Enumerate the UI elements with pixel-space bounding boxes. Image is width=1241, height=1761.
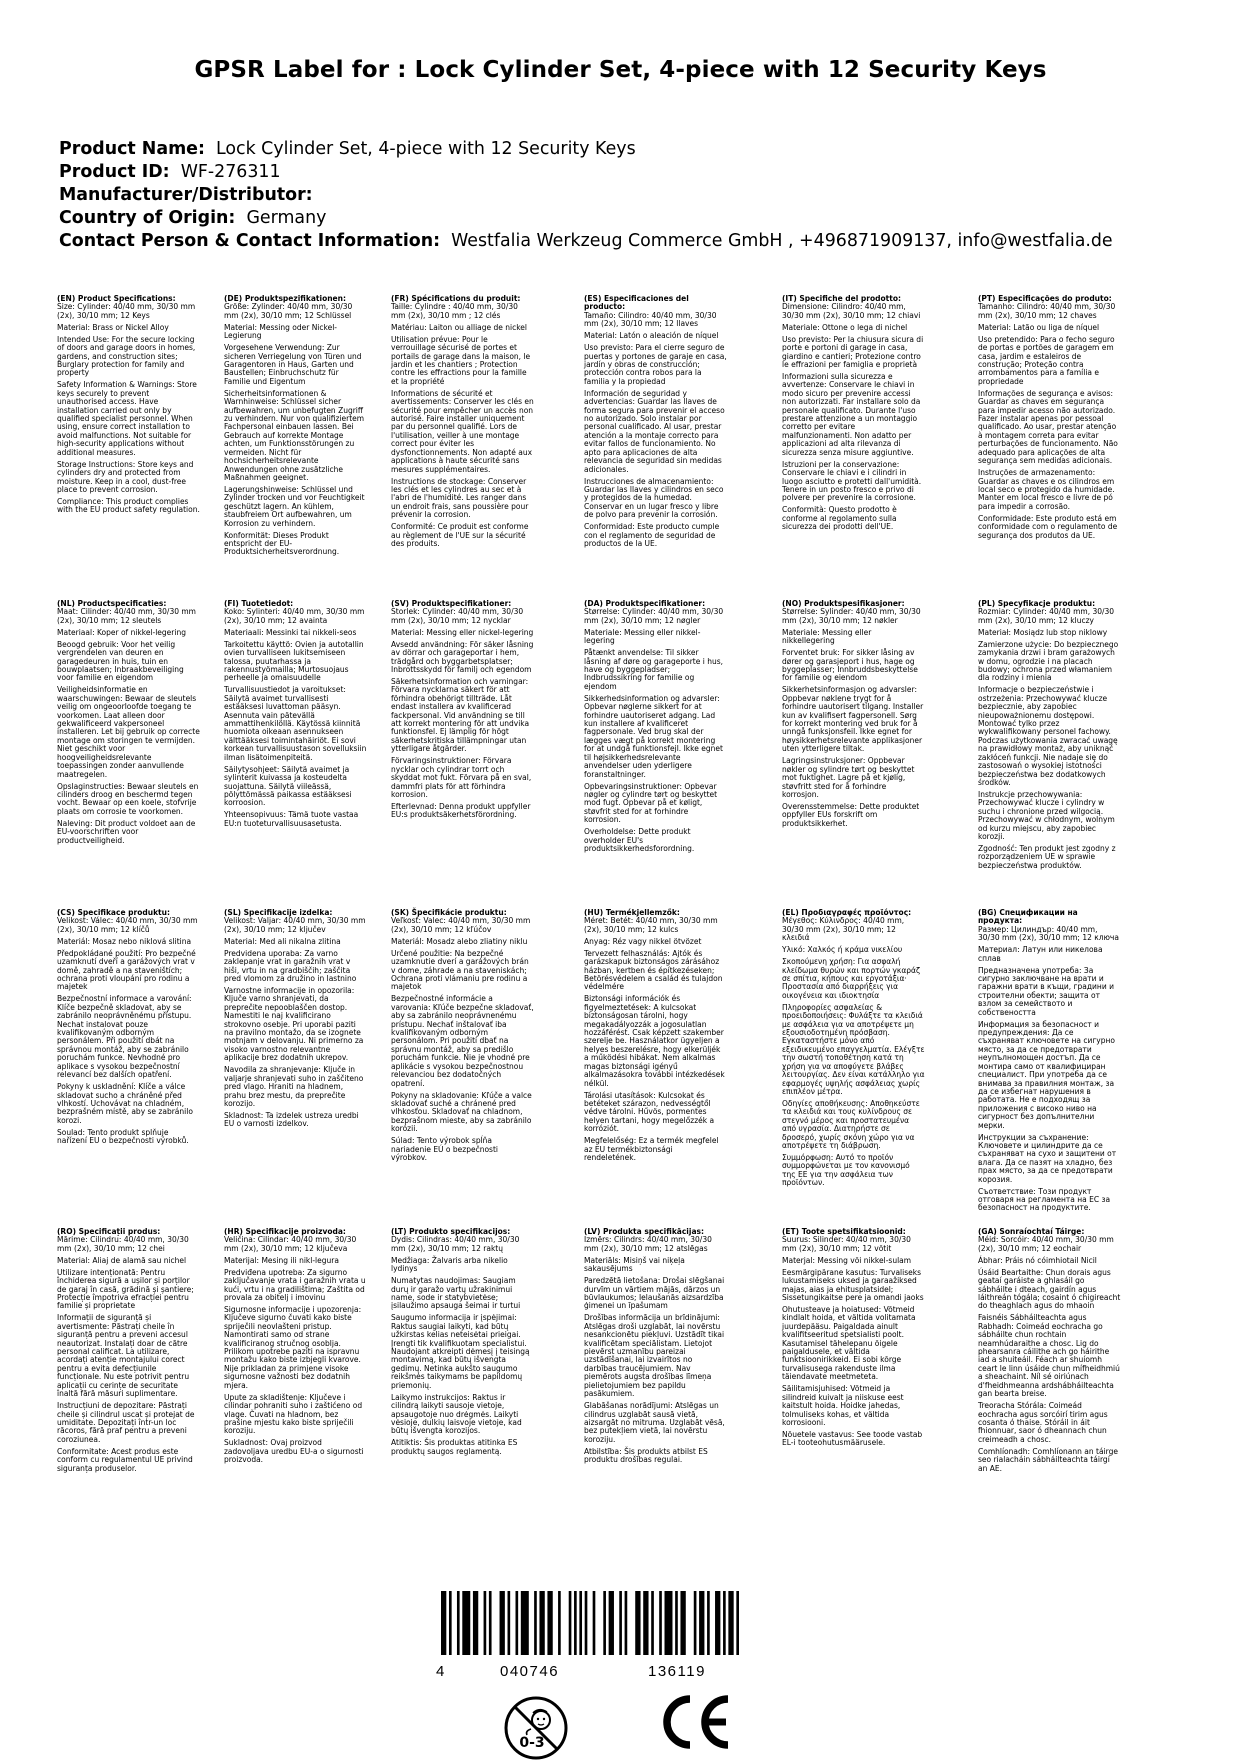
language-block-paragraph: Sigurnosne informacije i upozorenja: Ključeve sigurno čuvati kako biste spriječili neovlašteni pristup. Namontirati samo od strane kvalificiranog stručnog osoblja. Prilikom upotrebe paziti na ispravnu montažu kako biste izbjegli kvarove. Nije prikladan za primjene visoke sigurnosne važnosti bez dodatnih mjera. (224, 1305, 362, 1390)
language-block-paragraph: Uso previsto: Para el cierre seguro de puertas y portones de garaje en casa, jardín y obras de construcción; protección contra robos para la familia y la propiedad (584, 343, 727, 386)
barcode-bar (593, 1591, 596, 1655)
language-block-paragraph: Zamierzone użycie: Do bezpiecznego zamykania drzwi i bram garażowych w domu, ogrodzie i na placach budowy; ochrona przed włamaniem dla rodziny i mienia (978, 639, 1119, 683)
language-block-paragraph: Beoogd gebruik: Voor het veilig vergrendelen van deuren en garagedeuren in huis, tuin en bouwplaatsen; Inbraakbeveiliging voor familie en eigendom (57, 639, 184, 683)
language-block-header: (BG) Спецификации на продукта: (978, 908, 1078, 926)
language-block-paragraph: Tárolási utasítások: Kulcsokat és betéteket szárazon, nedvességtől védve tárolni. Hűvös, pormentes helyen tartani, hogy megelőzzék a korróziót. (584, 1090, 715, 1134)
language-block (584, 909, 727, 1166)
language-block-header: (PL) Specyfikacje produktu: (978, 599, 1096, 608)
language-block-paragraph: Sikkerhetsinformasjon og advarsler: Oppbevar nøklene trygt for å forhindre uautorisert tilgang. Installer kun av kvalifisert fagpersonell. Sørg for korrekt montering ved bruk for å unngå funksjonsfeil. Ikke egnet for høysikkerhetsrelevante applikasjoner uten ytterligere tiltak. (782, 685, 924, 754)
language-block-header: (GA) Sonraíochtaí Táirge: (978, 1227, 1085, 1236)
language-block-paragraph: Ohutusteave ja hoiatused: Võtmeid kindlalt hoida, et vältida volitamata juurdepääsu. Paigaldada ainult kvalifitseeritud spetsialisti poolt. Kasutamisel tähelepanu õigele paigaldusele, et vältida funktsioonirikkeid. Ei sobi kõrge turvalisusega rakenduste ilma täiendavate meetmeteta. (782, 1305, 916, 1382)
barcode-bar (484, 1591, 487, 1655)
language-block-paragraph: Predvidena uporaba: Za varno zaklepanje vrat in garažnih vrat v hiši, vrtu in na gradbiščih; zaščita pred vlomom za družino in lastnino (224, 948, 357, 984)
product-id-value: WF-276311 (180, 162, 281, 182)
language-block-paragraph: Uso pretendido: Para o fecho seguro de portas e portões de garagem em casa, jardim e estaleiros de construção; Proteção contra arrombamentos para a família e propriedade (978, 334, 1115, 386)
language-block-paragraph: Yhteensopivuus: Tämä tuote vastaa EU:n tuoteturvallisuusasetusta. (224, 810, 359, 828)
language-block (224, 295, 367, 560)
language-block-paragraph: Dydis: Cilindras: 40/40 mm, 30/30 mm (2x), 30/10 mm; 12 raktų (391, 1235, 520, 1253)
language-block-paragraph: Turvallisuustiedot ja varoitukset: Säilytä avaimet turvallisesti estääksesi luvattoman pääsyn. Asennuta vain pätevällä ammattihenkilöllä. Käytössä kiinnitä huomiota oikeaan asennukseen välttääksesi toimintahäiriöt. Ei sovi korkean turvallisuustason sovelluksiin ilman lisätoimenpiteitä. (224, 685, 367, 762)
language-block-paragraph: Materijal: Mesing ili nikl-legura (224, 1255, 339, 1265)
language-block-paragraph: Συμμόρφωση: Αυτό το προϊόν συμμορφώνεται με τον κανονισμό της ΕΕ για την ασφάλεια των προϊόντων. (782, 1152, 910, 1188)
language-block-paragraph: Bezpečnostní informace a varování: Klíče bezpečně skladovat, aby se zabránilo neoprávněnému přístupu. Nechat instalovat pouze kvalifikovaným odborným personálem. Při použití dbát na správnou montáž, aby se zabránilo poruchám funkce. Nevhodné pro aplikace s vysokou bezpečnostní relevancí bez dalších opatření. (57, 994, 192, 1080)
language-block (782, 909, 925, 1191)
barcode-bar (651, 1591, 654, 1655)
language-block-paragraph: Veiligheidsinformatie en waarschuwingen: Bewaar de sleutels veilig om ongeoorloofde toegang te voorkomen. Laat alleen door gekwalificeerd vakpersoneel installeren. Let bij gebruik op correcte montage om storingen te vermijden. Niet geschikt voor hoogveiligheidsrelevante toepassingen zonder aanvullende maatregelen. (57, 685, 200, 779)
language-block-paragraph: Utilizare intenționată: Pentru închiderea sigură a ușilor și porților de garaj în casă, grădină și șantiere; Protecție împotriva efracției pentru familie și proprietate (57, 1267, 194, 1311)
age-warning-0-3-icon (503, 1695, 569, 1761)
language-block-paragraph: Varnostne informacije in opozorila: Ključe varno shranjevati, da preprečite nepooblaščen dostop. Namestiti le naj kvalificirano strokovno osebje. Pri uporabi paziti na pravilno montažo, da se izognete motnjam v delovanju. Ni primerno za visoko varnostno relevantne aplikacije brez dodatnih ukrepov. (224, 986, 364, 1063)
language-block-paragraph: Μέγεθος: Κύλινδρος: 40/40 mm, 30/30 mm (2x), 30/10 mm; 12 κλειδιά (782, 916, 905, 943)
language-block-paragraph: Atitiktis: Šis produktas atitinka ES produktų saugos reglamentą. (391, 1438, 518, 1456)
language-block-paragraph: Storlek: Cylinder: 40/40 mm, 30/30 mm (2x), 30/10 mm; 12 nycklar (391, 607, 524, 625)
language-block-paragraph: Υλικό: Χαλκός ή κράμα νικελίου (782, 945, 903, 955)
language-block-paragraph: Materiał: Mosiądz lub stop niklowy (978, 627, 1108, 637)
barcode-bar (500, 1591, 505, 1655)
language-block-paragraph: Koko: Sylinteri: 40/40 mm, 30/30 mm (2x), 30/10 mm; 12 avainta (224, 607, 365, 625)
language-block-paragraph: Lagerungshinweise: Schlüssel und Zylinder trocken und vor Feuchtigkeit geschützt lagern. An kühlem, staubfreiem Ort aufbewahren, um Korrosion zu verhindern. (224, 484, 365, 528)
barcode-bar (699, 1591, 704, 1655)
language-block-paragraph: Matériau: Laiton ou alliage de nickel (391, 322, 527, 332)
language-block-paragraph: Tervezett felhasználás: Ajtók és garázskapuk biztonságos zárásához házban, kertben és építkezéseken; Betörésvédelem a család és tulajdon védelmére (584, 948, 723, 992)
barcode-bar (625, 1591, 628, 1655)
language-block-paragraph: Overholdelse: Dette produkt overholder EU's produktsikkerhedsforordning. (584, 827, 695, 853)
language-block-paragraph: Forventet bruk: For sikker låsing av dører og garasjeport i hus, hage og byggeplasser; Innbruddsbeskyttelse for familie og eiendom (782, 648, 918, 683)
language-block-paragraph: Uso previsto: Per la chiusura sicura di porte e portoni di garage in casa, giardino e cantieri; Protezione contro le effrazioni per famiglia e proprietà (782, 334, 924, 370)
language-block-header: (RO) Specificații produs: (57, 1227, 161, 1236)
language-block-paragraph: Informazioni sulla sicurezza e avvertenze: Conservare le chiavi in modo sicuro per prevenire accessi non autorizzati. Far installare solo da personale qualificato. Durante l'uso prestare attenzione a un montaggio corretto per evitare malfunzionamenti. Non adatto per applicazioni ad alta rilevanza di sicurezza senza misure aggiuntive. (782, 372, 921, 457)
language-block-paragraph: Instrucțiuni de depozitare: Păstrați cheile și cilindrul uscat și protejat de umiditate. Depozitați într-un loc răcoros, fără praf pentru a preveni coroziunea. (57, 1401, 195, 1444)
language-block-header: (NL) Productspecificaties: (57, 599, 167, 608)
language-block-paragraph: Ábhar: Práis nó cóimhiotail Nicil (978, 1255, 1097, 1265)
language-block-paragraph: Bezpečnostné informácie a varovania: Kľúče bezpečne skladovať, aby sa zabránilo neoprávnenému prístupu. Nechať inštalovať iba kvalifikovaným odborným personálom. Pri použití dbať na správnu montáž, aby sa predišlo poruchám funkcie. Nie je vhodné pre aplikácie s vysokou bezpečnostnou relevanciou bez dodatočných opatrení. (391, 994, 534, 1088)
language-block-paragraph: Material: Aliaj de alamă sau nichel (57, 1255, 187, 1265)
language-block-paragraph: Utilisation prévue: Pour le verrouillage sécurisé de portes et portails de garage dans la maison, le jardin et les chantiers ; Protection contre les effractions pour la famille et la propriété (391, 334, 531, 386)
barcode-bar (707, 1591, 710, 1655)
language-block (391, 295, 534, 552)
barcode-bar (619, 1591, 622, 1655)
language-block-paragraph: Materiāls: Misiņš vai niķeļa sakausējums (584, 1255, 685, 1274)
barcode-bar (585, 1591, 588, 1655)
language-block-header: (FR) Spécifications du produit: (391, 294, 521, 303)
language-block-paragraph: Material: Messing oder Nickel-Legierung (224, 322, 337, 341)
language-block-paragraph: Medžiaga: Žalvaris arba nikelio lydinys (391, 1255, 508, 1274)
language-block (978, 1228, 1121, 1477)
language-block (57, 600, 200, 849)
language-block-paragraph: Conformité: Ce produit est conforme au règlement de l'UE sur la sécurité des produits. (391, 522, 529, 548)
language-block-header: (EN) Product Specifications: (57, 294, 176, 303)
language-block-paragraph: Skladnost: Ta izdelek ustreza uredbi EU o varnosti izdelkov. (224, 1110, 359, 1129)
language-block-paragraph: Istruzioni per la conservazione: Conservare le chiavi e i cilindri in luogo asciutto e protetti dall'umidità. Tenere in un posto fresco e privo di polvere per prevenire la corrosione. (782, 459, 922, 503)
language-block-paragraph: Efterlevnad: Denna produkt uppfyller EU:s produktsäkerhetsförordning. (391, 801, 531, 820)
language-block-paragraph: Материал: Латун или никелова сплав (978, 945, 1103, 963)
barcode-bar (457, 1591, 460, 1655)
language-block-paragraph: Taille: Cylindre : 40/40 mm, 30/30 mm (2x), 30/10 mm ; 12 clés (391, 302, 518, 320)
barcode-bar (574, 1591, 577, 1655)
page-title: GPSR Label for : Lock Cylinder Set, 4-piece with 12 Security Keys (194, 57, 1047, 83)
contact-line (59, 230, 1199, 253)
language-block-paragraph: Maat: Cilinder: 40/40 mm, 30/30 mm (2x), 30/10 mm; 12 sleutels (57, 607, 196, 625)
product-name-label: Product Name: (59, 139, 205, 159)
language-block-paragraph: Material: Messing eller nickel-legering (391, 627, 534, 637)
language-block-paragraph: Veľkosť: Valec: 40/40 mm, 30/30 mm (2x), 30/10 mm; 12 kľúčov (391, 916, 531, 934)
language-block-paragraph: Säkerhetsinformation och varningar: Förvara nycklarna säkert för att förhindra obehörigt tillträde. Låt endast installera av kvalificerad fackpersonal. Vid användning se till att korrekt montering för att undvika funktionsfel. Ej lämplig för högt säkerhetskritiska tillämpningar utan ytterligare åtgärder. (391, 677, 530, 754)
language-block (57, 909, 200, 1149)
language-block-paragraph: Overensstemmelse: Dette produktet oppfyller EUs forskrift om produktsikkerhet. (782, 801, 920, 828)
language-block (782, 1228, 925, 1451)
language-block-paragraph: Súlad: Tento výrobok spĺňa nariadenie EÚ o bezpečnosti výrobkov. (391, 1136, 498, 1162)
language-block-paragraph: Předpokládané použití: Pro bezpečné uzamknutí dveří a garážových vrat v domě, zahradě a na staveništích; ochrana proti vloupání pro rodinu a majetek (57, 948, 196, 992)
language-block-paragraph: Materiál: Mosaz nebo niklová slitina (57, 936, 192, 946)
language-block-paragraph: Conformidad: Este producto cumple con el reglamento de seguridad de productos de la UE. (584, 522, 720, 548)
language-block-paragraph: Sikkerhedsinformation og advarsler: Opbevar nøglerne sikkert for at forhindre uautoriseret adgang. Lad kun installere af kvalificeret fagpersonale. Ved brug skal der lægges vægt på korrekt montering for at undgå funktionsfejl. Ikke egnet til højsikkerhedsrelevante anvendelser uden yderligere foranstaltninger. (584, 693, 723, 779)
language-block-paragraph: Navodila za shranjevanje: Ključe in valjarje shranjevati suho in zaščiteno pred vlago. Hraniti na hladnem, prahu brez mestu, da preprečite korozijo. (224, 1065, 364, 1108)
ce-mark-icon (657, 1692, 733, 1752)
barcode-digit-prefix: 4 (436, 1663, 445, 1680)
language-block-header: (LT) Produkto specifikacijos: (391, 1227, 511, 1236)
barcode-bar (534, 1591, 537, 1655)
language-block-paragraph: Størrelse: Cylinder: 40/40 mm, 30/30 mm (2x), 30/10 mm; 12 nøgler (584, 607, 724, 625)
language-block-paragraph: Soulad: Tento produkt splňuje nařízení EU o bezpečnosti výrobků. (57, 1127, 189, 1146)
language-block-paragraph: Size: Cylinder: 40/40 mm, 30/30 mm (2x), 30/10 mm; 12 Keys (57, 302, 196, 320)
language-block (584, 295, 727, 552)
language-block (782, 600, 925, 832)
barcode-bar (516, 1591, 519, 1655)
language-block-paragraph: Instructions de stockage: Conserver les clés et les cylindres au sec et à l'abri de l'humidité. Les ranger dans un endroit frais, sans poussière pour prévenir la corrosion. (391, 476, 529, 520)
barcode-bar (665, 1591, 673, 1655)
product-id-line (59, 161, 1199, 184)
language-block-paragraph: Compliance: This product complies with the EU product safety regulation. (57, 496, 200, 515)
barcode-bar (723, 1591, 726, 1655)
language-block-paragraph: Påtænkt anvendelse: Til sikker låsning af døre og garageporte i hus, have og byggepladser; Indbrudssikring for familie og ejendom (584, 648, 723, 691)
language-block (57, 295, 200, 518)
language-block-paragraph: Méid: Sorcóir: 40/40 mm, 30/30 mm (2x), 30/10 mm; 12 eochair (978, 1235, 1114, 1253)
language-block-paragraph: Pokyny na skladovanie: Kľúče a valce skladovať suché a chránené pred vlhkosťou. Skladovať na chladnom, bezprašnom mieste, aby sa zabránilo korózii. (391, 1090, 532, 1134)
language-block-paragraph: Säilitamisjuhised: Võtmeid ja silindreid kuivalt ja niiskuse eest kaitstult hoida. Hoidke jahedas, tolmuliseks kohas, et vältida korrosiooni. (782, 1384, 904, 1427)
barcode-bar (680, 1591, 685, 1655)
language-block-paragraph: Informations de sécurité et avertissements: Conserver les clés en sécurité pour empêcher un accès non autorisé. Faire installer uniquement par du personnel qualifié. Lors de l'utilisation, veiller à une montage correct pour éviter les dysfonctionnements. Non adapté aux applications à haute sécurité sans mesures supplémentaires. (391, 388, 534, 474)
barcode-bar (441, 1591, 446, 1655)
language-block (391, 600, 534, 823)
language-block-paragraph: Opslaginstructies: Bewaar sleutels en cilinders droog en beschermd tegen vocht. Bewaar op een koele, stofvrije plaats om corrosie te voorkomen. (57, 781, 199, 816)
language-block (224, 600, 367, 832)
barcode-bar (539, 1591, 544, 1655)
language-block-paragraph: Sicherheitsinformationen & Warnhinweise: Schlüssel sicher aufbewahren, um unbefugten Zugriff zu verhindern. Nur von qualifiziertem Fachpersonal einbauen lassen. Bei Gebrauch auf korrekte Montage achten, um Funktionsstörungen zu vermeiden. Nicht für hochsicherheitsrelevante Anwendungen ohne zusätzliche Maßnahmen geeignet. (224, 388, 365, 482)
ean-barcode (441, 1591, 739, 1655)
language-block-paragraph: Conformità: Questo prodotto è conforme al regolamento sulla sicurezza dei prodotti dell'UE. (782, 505, 897, 532)
language-block-paragraph: Konformität: Dieses Produkt entspricht der EU-Produktsicherheitsverordnung. (224, 530, 340, 557)
language-block-paragraph: Méret: Betét: 40/40 mm, 30/30 mm (2x), 30/10 mm; 12 kulcs (584, 916, 718, 934)
language-block-paragraph: Materjal: Messing või nikkel-sulam (782, 1255, 912, 1265)
language-block-paragraph: Anyag: Réz vagy nikkel ötvözet (584, 936, 702, 946)
language-block-header: (ES) Especificaciones del producto: (584, 294, 689, 312)
barcode-bar (736, 1591, 739, 1655)
barcode-digits-right: 136119 (648, 1663, 706, 1680)
language-block-paragraph: Instrukcje przechowywania: Przechowywać klucze i cylindry w suchu i chronione przed wilgocią. Przechowywać w chłodnym, wolnym od kurzu miejscu, aby zapobiec korozji. (978, 789, 1115, 841)
barcode-bar (659, 1591, 662, 1655)
language-block-paragraph: Predviđena upotreba: Za sigurno zaključavanje vrata i garažnih vrata u kući, vrtu i na gradilištima; Zaštita od provala za obitelj i imovinu (224, 1267, 366, 1303)
language-block-header: (DE) Produktspezifikationen: (224, 294, 346, 303)
language-block-paragraph: Pokyny k uskladnění: Klíče a válce skladovat sucho a chráněné před vlhkostí. Uchovávat na chladném, bezprašném místě, aby se zabránilo korozi. (57, 1082, 193, 1125)
barcode-digits-left: 040746 (500, 1663, 560, 1680)
language-block (978, 909, 1121, 1216)
product-name-line (59, 138, 1199, 161)
language-block-header: (HU) Termékjellemzők: (584, 908, 680, 917)
language-block-paragraph: Velikost: Válec: 40/40 mm, 30/30 mm (2x), 30/10 mm; 12 klíčů (57, 916, 198, 934)
country-line (59, 207, 1199, 230)
barcode-bar (473, 1591, 478, 1655)
language-block-header: (DA) Produktspecifikationer: (584, 599, 706, 608)
language-block-paragraph: Comhlíonadh: Comhlíonann an táirge seo rialacháin sábháilteachta táirgí an AE. (978, 1446, 1118, 1473)
language-block-header: (SK) Špecifikácie produktu: (391, 908, 507, 917)
language-block-paragraph: Intended Use: For the secure locking of doors and garage doors in homes, gardens, and construction sites; Burglary protection for family and property (57, 334, 196, 378)
language-block-paragraph: Instrucciones de almacenamiento: Guardar las llaves y cilindros en seco y protegidos de la humedad. Conservar en un lugar fresco y libre de polvo para prevenir la corrosión. (584, 476, 724, 520)
language-block-paragraph: Rozmiar: Cylinder: 40/40 mm, 30/30 mm (2x), 30/10 mm; 12 kluczy (978, 607, 1115, 625)
country-value: Germany (246, 208, 327, 228)
language-block (782, 295, 925, 535)
language-block-header: (PT) Especificações do produto: (978, 294, 1112, 303)
product-id-label: Product ID: (59, 162, 170, 182)
language-block-paragraph: Veličina: Cilindar: 40/40 mm, 30/30 mm (2x), 30/10 mm; 12 ključeva (224, 1235, 357, 1253)
language-block-header: (CS) Specifikace produktu: (57, 908, 170, 917)
language-block-paragraph: Laikymo instrukcijos: Raktus ir cilindrą laikyti sausoje vietoje, apsaugotoje nuo drėgmės. Laikyti vėsioje, dulkių laisvoje vietoje, kad būtų išvengta korozijos. (391, 1392, 522, 1436)
language-block (978, 295, 1121, 544)
language-block-paragraph: Atbilstība: Šis produkts atbilst ES produktu drošības regulai. (584, 1446, 708, 1465)
language-block-paragraph: Størrelse: Sylinder: 40/40 mm, 30/30 mm (2x), 30/10 mm; 12 nøkler (782, 607, 921, 625)
language-block-paragraph: Storage Instructions: Store keys and cylinders dry and protected from moisture. Keep in a cool, dust-free place to prevent corrosion. (57, 459, 194, 494)
language-block (391, 909, 534, 1166)
manufacturer-label: Manufacturer/Distributor: (59, 185, 313, 205)
language-block-paragraph: Materiale: Ottone o lega di nichel (782, 322, 908, 332)
barcode-bar (603, 1591, 606, 1655)
language-block-header: (ET) Toote spetsifikatsioonid: (782, 1227, 906, 1236)
language-block-paragraph: Förvaringsinstruktioner: Förvara nycklar och cylindrar torrt och skyddat mot fukt. Förvara på en sval, dammfri plats för att förhindra korrosion. (391, 756, 532, 799)
barcode-bar (462, 1591, 470, 1655)
barcode-bar (635, 1591, 640, 1655)
language-block-paragraph: Materiale: Messing eller nikkellegering (782, 627, 872, 646)
language-block-paragraph: Nõuetele vastavus: See toode vastab EL-i tooteohutusmäärusele. (782, 1429, 923, 1448)
language-block-header: (IT) Specifiche del prodotto: (782, 294, 901, 303)
language-block-paragraph: Tamaño: Cilindro: 40/40 mm, 30/30 mm (2x), 30/10 mm; 12 llaves (584, 310, 717, 329)
language-block-header: (NO) Produktspesifikasjoner: (782, 599, 905, 608)
language-block-paragraph: Eesmärgipärane kasutus: Turvaliseks lukustamiseks uksed ja garaažiksed majas, aias ja ehitusplatsidel; Sissetungikaitse pere ja omandi jaoks (782, 1267, 924, 1303)
barcode-bar (643, 1591, 648, 1655)
language-block-paragraph: Saugumo informacija ir įspėjimai: Raktus saugiai laikyti, kad būtų užkirstas kelias neteisėtai prieigai. Įrengti tik kvalifikuotam specialistui. Naudojant atkreipti dėmesį į teisingą montavimą, kad būtų išvengta gedimų. Netinka aukšto saugumo reikšmės taikymams be papildomų priemonių. (391, 1313, 530, 1390)
barcode-bar (675, 1591, 678, 1655)
language-block-paragraph: Zgodność: Ten produkt jest zgodny z rozporządzeniem UE w sprawie bezpieczeństwa produktów. (978, 843, 1116, 870)
language-block-header: (SV) Produktspecifikationer: (391, 599, 512, 608)
language-block-paragraph: Informacje o bezpieczeństwie i ostrzeżenia: Przechowywać klucze bezpiecznie, aby zapobiec nieupoważnionemu dostępowi. Montować tylko przez wykwalifikowany personel fachowy. Podczas użytkowania zwracać uwagę na prawidłowy montaż, aby uniknąć zakłóceń funkcji. Nie nadaje się do zastosowań o wysokiej istotności bezpieczeństwa bez dodatkowych środków. (978, 685, 1118, 787)
language-block-paragraph: Conformidade: Este produto está em conformidade com o regulamento de segurança dos produtos da UE. (978, 513, 1118, 540)
language-block-header: (FI) Tuotetiedot: (224, 599, 294, 608)
language-block-paragraph: Информация за безопасност и предупреждения: Да се съхраняват ключовете на сигурно място, за да се предотврати неупълномощен достъп. Да се монтира само от квалифициран специалист. При употреба да се внимава за правилния монтаж, за да се избегнат нарушения в работата. Не е подходящ за приложения с високо ниво на сигурност без допълнителни мерки. (978, 1019, 1115, 1130)
language-block-paragraph: Treoracha Stórála: Coimeád eochracha agus sorcóirí tirim agus cosanta ó thaise. Stóráil in áit fhionnuar, saor ó dheannach chun creimeadh a chosc. (978, 1401, 1108, 1444)
country-label: Country of Origin: (59, 208, 236, 228)
language-block-paragraph: Suurus: Silinder: 40/40 mm, 30/30 mm (2x), 30/10 mm; 12 võtit (782, 1235, 911, 1253)
barcode-bar (694, 1591, 697, 1655)
barcode-bar (579, 1591, 582, 1655)
language-block (57, 1228, 200, 1477)
language-block-paragraph: Safety Information & Warnings: Store keys securely to prevent unauthorised access. Have installation carried out only by qualified specialist personnel. When using, ensure correct installation to avoid malfunctions. Not suitable for high-security applications without additional measures. (57, 380, 197, 457)
language-block-paragraph: Σκοπούμενη χρήση: Για ασφαλή κλείδωμα θυρών και πορτών γκαράζ σε σπίτια, κήπους και εργοτάξια· Προστασία από διαρρήξεις για οικογένεια και ιδιοκτησία (782, 957, 921, 1000)
barcode-bar (609, 1591, 614, 1655)
language-block-paragraph: Vorgesehene Verwendung: Zur sicheren Verriegelung von Türen und Garagentoren in Haus, Garten und Baustellen; Einbruchschutz für Familie und Eigentum (224, 343, 362, 386)
language-block-header: (SL) Specifikacije izdelka: (224, 908, 333, 917)
language-block (391, 1228, 534, 1460)
language-block-header: (HR) Specifikacije proizvoda: (224, 1227, 346, 1236)
language-block-paragraph: Úsáid Beartaithe: Chun dorais agus geataí garáiste a ghlasáil go sábháilte i dteach, gairdín agus láithreán tógála; cosaint ó chigireacht do theaghlach agus do mhaoin (978, 1267, 1121, 1311)
language-block-paragraph: Πληροφορίες ασφαλείας & προειδοποιήσεις: Φυλάξτε τα κλειδιά με ασφάλεια για να αποτρέψετε μη εξουσιοδοτημένη πρόσβαση. Εγκαταστήστε μόνο από εξειδικευμένο επαγγελματία. Ελέγξτε την σωστή τοποθέτηση κατά τη χρήση για να αποφύγετε βλάβες λειτουργίας. Δεν είναι κατάλληλο για εφαρμογές υψηλής ασφάλειας χωρίς επιπλέον μέτρα. (782, 1002, 925, 1096)
barcode-bar (521, 1591, 529, 1655)
language-block-paragraph: Dimensione: Cilindro: 40/40 mm, 30/30 mm (2x), 30/10 mm; 12 chiavi (782, 302, 921, 320)
language-block-paragraph: Tarkoitettu käyttö: Ovien ja autotallin ovien turvalliseen lukitsemiseen talossa, puutarhassa ja rakennustyömailla; Murtosuojaus perheelle ja omaisuudelle (224, 639, 364, 683)
language-block-paragraph: Material: Latão ou liga de níquel (978, 322, 1100, 332)
language-block (978, 600, 1121, 874)
barcode-bar (449, 1591, 452, 1655)
language-block-paragraph: Съответствие: Този продукт отговаря на регламента на ЕС за безопасност на продуктите. (978, 1186, 1111, 1213)
language-block-paragraph: Materiale: Messing eller nikkel-legering (584, 627, 701, 646)
contact-label: Contact Person & Contact Information: (59, 231, 441, 251)
product-name-value: Lock Cylinder Set, 4-piece with 12 Security Keys (216, 139, 636, 159)
language-block-paragraph: Megfelelőség: Ez a termék megfelel az EU termékbiztonsági rendeletének. (584, 1136, 719, 1162)
language-block (224, 1228, 367, 1468)
manufacturer-line (59, 184, 1199, 207)
language-block-paragraph: Faisnéis Sábháilteachta agus Rabhadh: Coimeád eochracha go sábháilte chun rochtain neamhúdaraithe a chosc. Lig do phearsanra cáilithe ach go háirithe iad a shuiteáil. Féach ar shuíomh ceart le linn úsáide chun mífheidhmiú a sheachaint. Níl sé oiriúnach d'fheidhmeanna ardshábháilteachta gan bearta breise. (978, 1313, 1120, 1399)
language-block-paragraph: Размер: Цилиндър: 40/40 mm, 30/30 mm (2x), 30/10 mm; 12 ключа (978, 924, 1119, 943)
language-block-paragraph: Informações de segurança e avisos: Guardar as chaves em segurança para impedir acesso não autorizado. Fazer instalar apenas por pessoal qualificado. Ao usar, prestar atenção à montagem correta para evitar perturbações de funcionamento. Não adequado para aplicações de alta segurança sem medidas adicionais. (978, 388, 1118, 466)
language-block-paragraph: Materiaal: Koper of nikkel-legering (57, 627, 186, 637)
language-block-paragraph: Οδηγίες αποθήκευσης: Αποθηκεύστε τα κλειδιά και τους κυλίνδρους σε στεγνό μέρος και προστατευμένα από υγρασία. Διατηρήστε σε δροσερό, χωρίς σκόνη χώρο για να αποτρέψετε τη διάβρωση. (782, 1098, 920, 1150)
language-block-paragraph: Opbevaringsinstruktioner: Opbevar nøgler og cylindre tørt og beskyttet mod fugt. Opbevar på et køligt, støvfrit sted for at forhindre korrosion. (584, 781, 718, 825)
language-block-paragraph: Инструкции за съхранение: Ключовете и цилиндрите да се съхраняват на сухо и защитени от влага. Да се пазят на хладно, без прах място, за да се предотврати корозия. (978, 1132, 1117, 1184)
language-block-paragraph: Upute za skladištenje: Ključeve i cilindar pohraniti suho i zaštićeno od vlage. Čuvati na hladnom, bez prašine mjestu kako biste spriječili koroziju. (224, 1392, 363, 1436)
language-block (224, 909, 367, 1132)
barcode-bar (508, 1591, 511, 1655)
language-block-paragraph: Información de seguridad y advertencias: Guardar las llaves de forma segura para prevenir el acceso no autorizado. Solo instalar por personal cualificado. Al usar, prestar atención a la montaje correcto para evitar fallos de funcionamiento. No apto para aplicaciones de alta relevancia de seguridad sin medidas adicionales. (584, 388, 725, 474)
language-block-paragraph: Izmērs: Cilindrs: 40/40 mm, 30/30 mm (2x), 30/10 mm; 12 atslēgas (584, 1235, 712, 1253)
language-block (584, 1228, 727, 1468)
barcode-bar (569, 1591, 572, 1655)
language-block-paragraph: Instruções de armazenamento: Guardar as chaves e os cilindros em local seco e protegido da humidade. Manter em local fresco e livre de pó para impedir a corrosão. (978, 468, 1115, 511)
language-block-paragraph: Conformitate: Acest produs este conform cu regulamentul UE privind siguranța produselor. (57, 1446, 193, 1473)
language-block-paragraph: Größe: Zylinder: 40/40 mm, 30/30 mm (2x), 30/10 mm; 12 Schlüssel (224, 302, 353, 320)
language-block-paragraph: Paredzētā lietošana: Drošai slēgšanai durvīm un vārtiem mājās, dārzos un būvlaukumos; Ielaušanās aizsardzība ģimenei un īpašumam (584, 1276, 725, 1311)
language-block-paragraph: Säilytysohjeet: Säilytä avaimet ja sylinterit kuivassa ja kosteudelta suojattuna. Säilytä viileässä, pölyttömässä paikassa estääksesi korroosion. (224, 764, 352, 808)
language-block-paragraph: Drošības informācija un brīdinājumi: Atslēgas droši uzglabāt, lai novērstu nesankcionētu piekļuvi. Uzstādīt tikai kvalificētam speciālistam. Lietojot pievērst uzmanību pareizai uzstādīšanai, lai izvairītos no darbības traucējumiem. Nav piemērots augsta drošības līmeņa pielietojumiem bez papildu pasākumiem. (584, 1313, 725, 1399)
language-block-paragraph: Material: Latón o aleación de níquel (584, 331, 719, 341)
language-block-header: (EL) Προδιαγραφές προϊόντος: (782, 908, 912, 917)
barcode-bar (489, 1591, 492, 1655)
barcode-bar (558, 1591, 561, 1655)
language-block-paragraph: Material: Brass or Nickel Alloy (57, 322, 169, 332)
language-block-paragraph: Numatytas naudojimas: Saugiam durų ir garažo vartų užrakinimui name, sode ir statybvietėse; įsilaužimo apsauga šeimai ir turtui (391, 1276, 521, 1311)
svg-text:0-3: 0-3 (519, 1735, 545, 1751)
language-block-paragraph: Informații de siguranță și avertismente: Păstrați cheile în siguranță pentru a preveni accesul neautorizat. Instalați doar de către personal calificat. La utilizare, acordați atenție montajului corect pentru a evita defecțiunile funcționale. Nu este potrivit pentru aplicații cu cerințe de securitate înaltă fără măsuri suplimentare. (57, 1313, 190, 1399)
language-block-paragraph: Materiaali: Messinki tai nikkeli-seos (224, 627, 357, 637)
language-block-paragraph: Lagringsinstruksjoner: Oppbevar nøkler og sylindre tørt og beskyttet mot fuktighet. Lagre på et kjølig, støvfritt sted for å forhindre korrosjon. (782, 756, 915, 799)
language-block-paragraph: Naleving: Dit product voldoet aan de EU-voorschriften voor productveiligheid. (57, 818, 196, 845)
language-block-paragraph: Предназначена употреба: За сигурно заключване на врати и гаражни врати в къщи, градини и строителни обекти; защита от взлом за семейството и собствеността (978, 965, 1114, 1017)
language-block-paragraph: Tamanho: Cilindro: 40/40 mm, 30/30 mm (2x), 30/10 mm; 12 chaves (978, 302, 1116, 320)
product-info (59, 138, 1199, 253)
barcode-bar (715, 1591, 720, 1655)
language-block-paragraph: Určené použitie: Na bezpečné uzamknutie dverí a garážových brán v dome, záhrade a na staveniskách; Ochrana proti vlámaniu pre rodinu a majetok (391, 948, 529, 992)
language-block-paragraph: Mărime: Cilindru: 40/40 mm, 30/30 mm (2x), 30/10 mm; 12 chei (57, 1235, 189, 1253)
language-block-paragraph: Materiál: Mosadz alebo zliatiny niklu (391, 936, 528, 946)
barcode-bar (547, 1591, 552, 1655)
language-block-paragraph: Material: Med ali nikalna zlitina (224, 936, 341, 946)
language-block (584, 600, 727, 857)
contact-value: Westfalia Werkzeug Commerce GmbH , +496871909137, info@westfalia.de (451, 231, 1113, 251)
language-block-paragraph: Sukladnost: Ovaj proizvod zadovoljava uredbu EU-a o sigurnosti proizvoda. (224, 1438, 364, 1465)
language-block-paragraph: Velikost: Valjar: 40/40 mm, 30/30 mm (2x), 30/10 mm; 12 ključev (224, 916, 366, 934)
language-block-paragraph: Glabāšanas norādījumi: Atslēgas un cilindrus uzglabāt sausā vietā, aizsargāt no mitruma. Uzglabāt vēsā, bez putekļiem vietā, lai novērstu koroziju. (584, 1401, 725, 1444)
language-block-header: (LV) Produkta specifikācijas: (584, 1227, 704, 1236)
language-block-paragraph: Avsedd användning: För säker låsning av dörrar och garageportar i hem, trädgård och byggarbetsplatser; Inbrottsskydd för familj och egendom (391, 639, 534, 675)
language-block-paragraph: Biztonsági információk és figyelmeztetések: A kulcsokat biztonságosan tárolni, hogy megakadályozzák a jogosulatlan hozzáférést. Csak képzett szakember szerelje be. Használatkor ügyeljen a helyes beszerelésre, hogy elkerüljék a működési hibákat. Nem alkalmas magas biztonsági igényű alkalmazásokra további intézkedések nélkül. (584, 994, 725, 1088)
barcode-bar (728, 1591, 733, 1655)
